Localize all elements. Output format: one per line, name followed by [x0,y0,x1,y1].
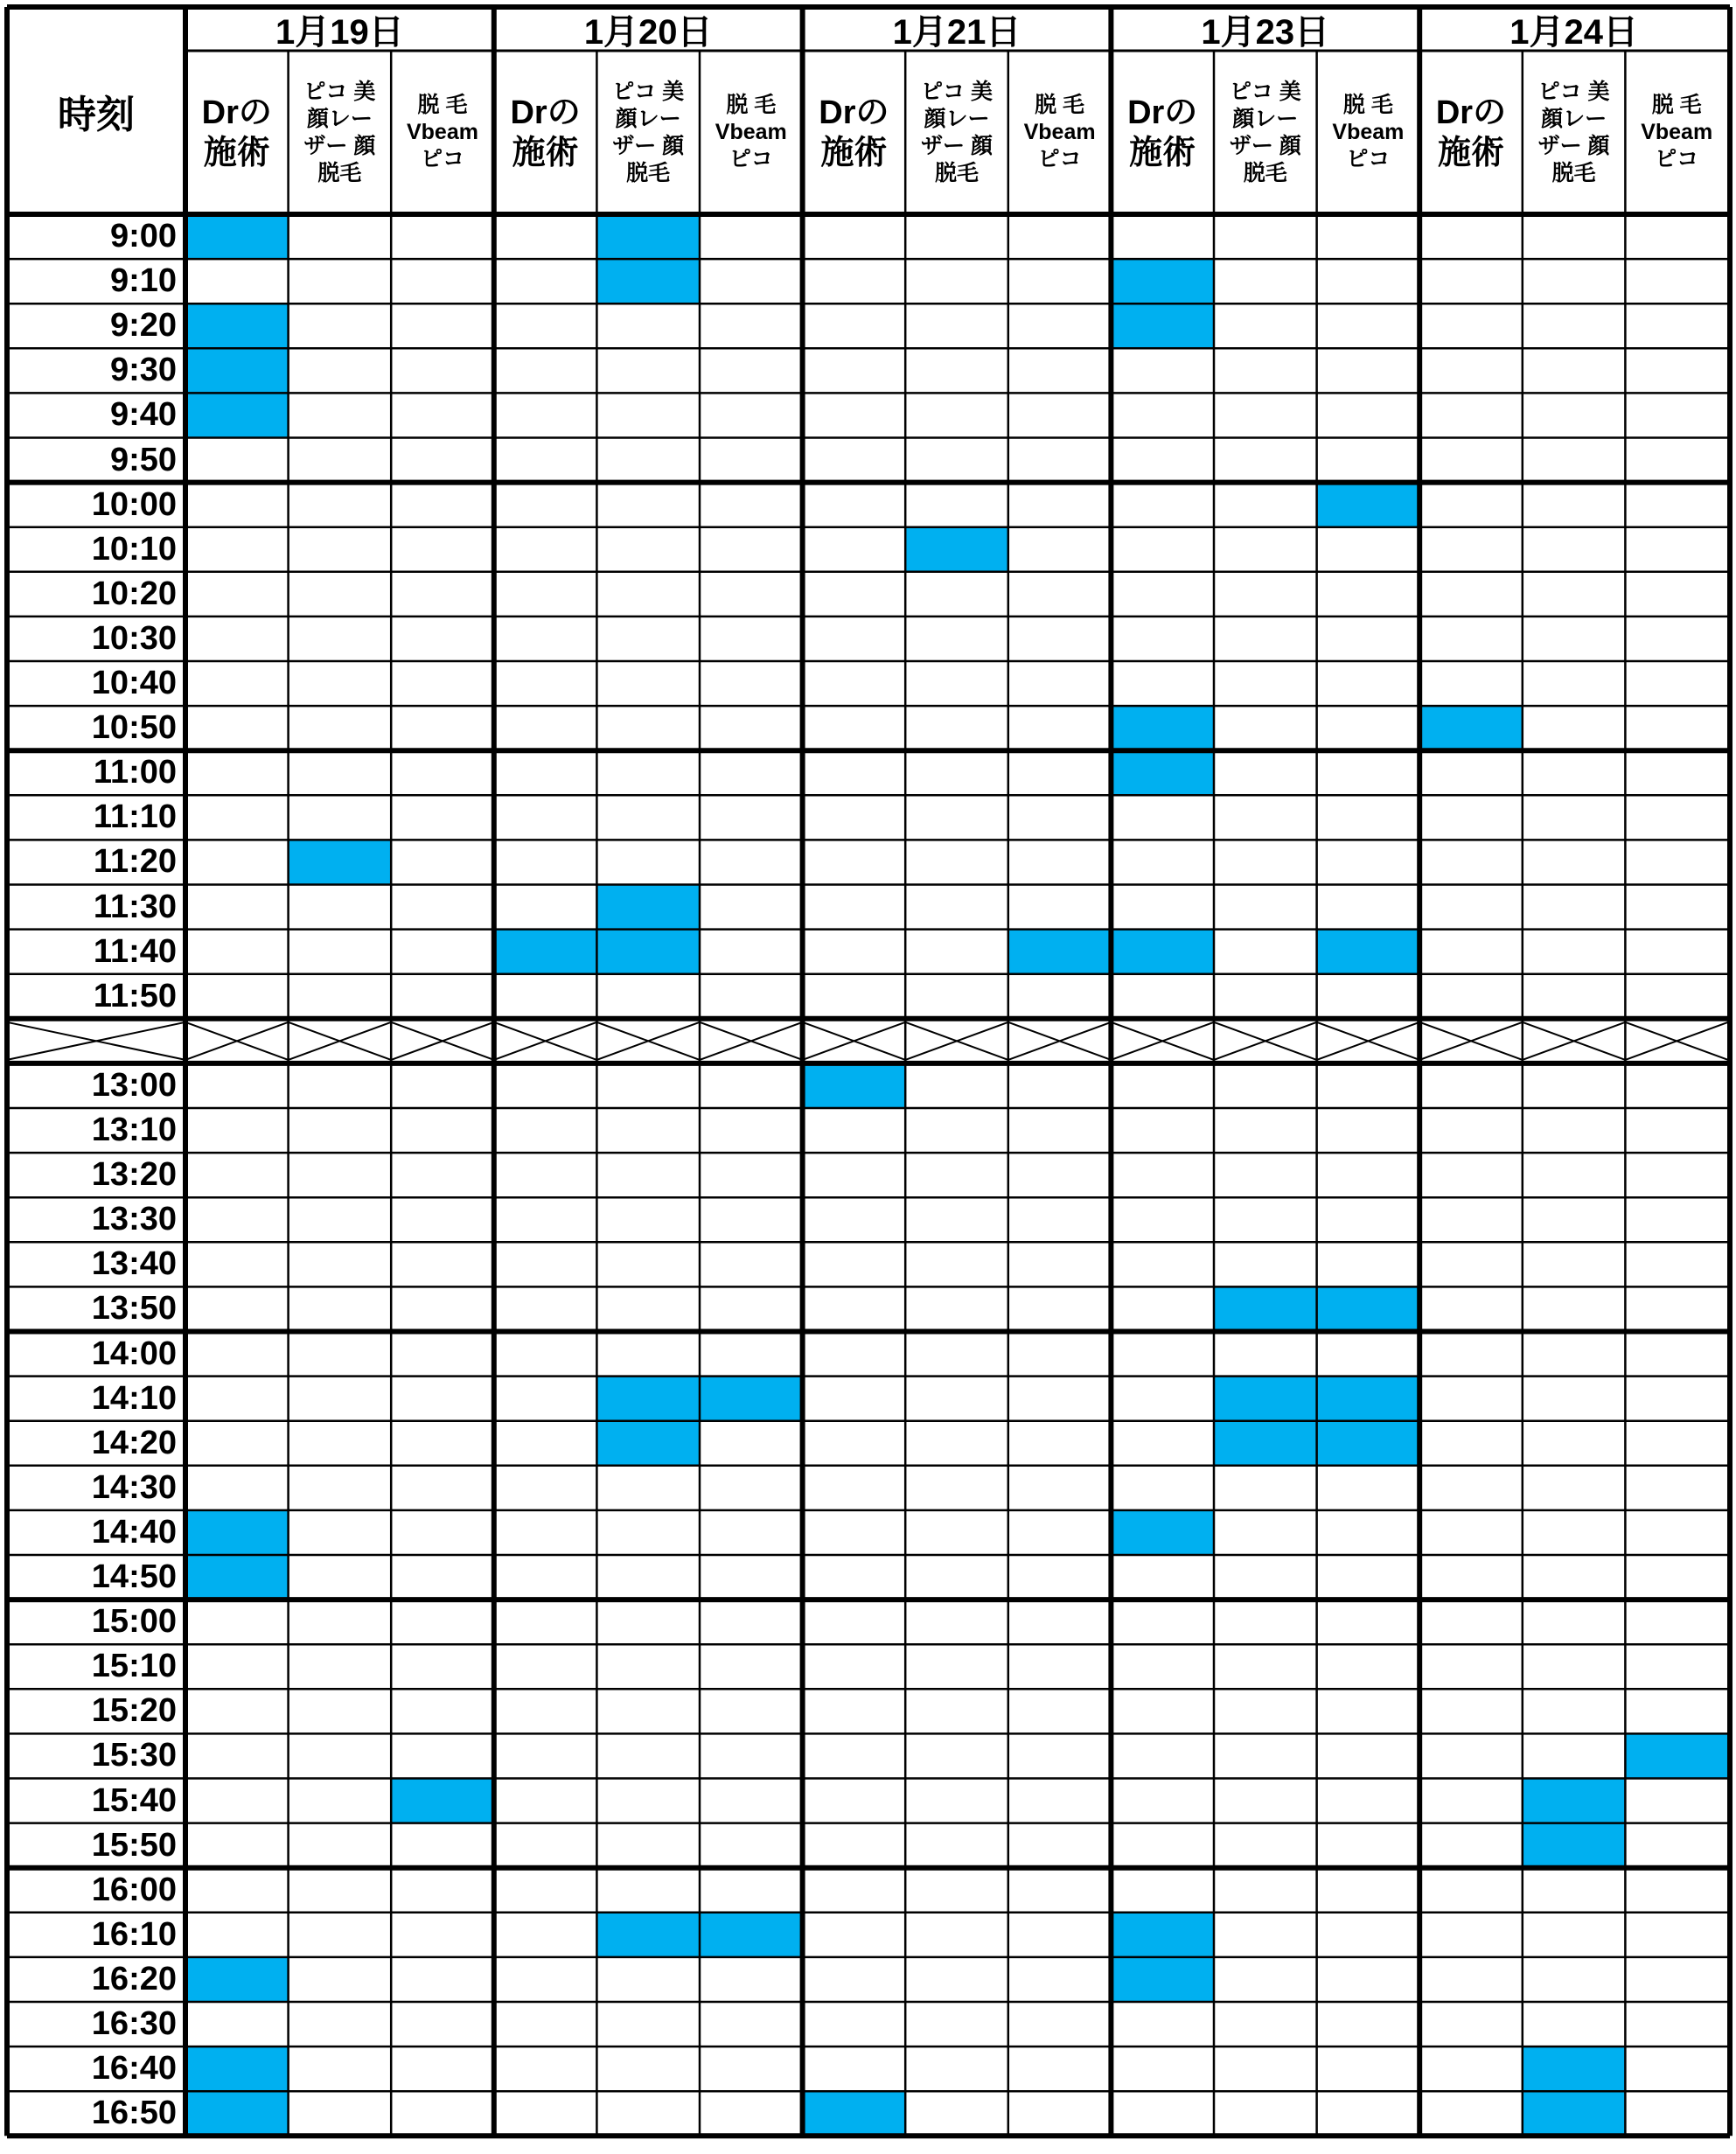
booked-cell [1523,2091,1626,2136]
column-header-line: ピコ [420,147,464,171]
column-header-line: Drの [201,94,272,131]
time-label: 10:10 [91,530,177,568]
column-header-line: ピコ [729,147,773,171]
booked-cell [185,1510,289,1555]
time-label: 14:50 [91,1558,177,1595]
column-header-line: 脱毛 [934,160,979,185]
column-header-line: ピコ 美 [303,79,376,104]
time-label: 13:30 [91,1201,177,1238]
booked-cell [1111,1957,1214,2002]
column-header [1419,51,1523,214]
booked-cell [1111,930,1214,974]
booked-cell [1317,483,1420,527]
booked-cell [1111,1510,1214,1555]
time-header: 時刻 [58,93,135,136]
booked-cell [1214,1286,1317,1331]
time-label: 13:10 [91,1112,177,1148]
time-label: 13:50 [91,1290,177,1328]
time-label: 9:40 [109,396,177,434]
column-header-line: Vbeam [715,120,787,144]
column-header-line: ザー 顔 [303,133,376,158]
column-header [289,51,392,214]
column-header-line: ピコ 美 [1229,79,1301,104]
time-label: 15:10 [91,1648,177,1685]
booked-cell [185,2046,289,2091]
column-header-line: ピコ [1037,147,1082,171]
column-header [905,51,1008,214]
column-header-line: 脱毛 [626,160,671,185]
column-header-line: Vbeam [1023,120,1096,144]
time-label: 14:10 [91,1379,177,1417]
column-header-line: 脱 毛 [417,93,468,117]
booked-cell [1111,1913,1214,1957]
booked-cell [596,1913,700,1957]
column-header-line: 施術 [512,134,579,171]
date-header: 1月19日 [275,12,404,52]
booked-cell [1111,750,1214,795]
column-header-line: Drの [819,94,889,131]
time-label: 13:20 [91,1156,177,1194]
column-header-line: 施術 [820,134,888,171]
booked-cell [1214,1377,1317,1421]
column-header-line: 脱毛 [317,160,362,185]
time-label: 10:20 [91,575,177,612]
booked-cell [596,259,700,303]
column-header-line: 脱 毛 [1035,93,1085,117]
column-header [596,51,700,214]
time-label: 11:10 [93,798,177,836]
time-label: 15:20 [91,1692,177,1730]
time-label: 16:50 [91,2095,177,2132]
time-label: 16:40 [91,2050,177,2088]
booked-cell [391,1779,494,1823]
column-header-line: 顔レー [924,106,990,131]
column-header-line: 脱 毛 [726,93,777,117]
booked-cell [289,840,392,884]
column-header [1625,51,1728,214]
column-header-line: ピコ 美 [921,79,993,104]
column-header-line: ピコ [1346,147,1391,171]
booked-cell [700,1377,803,1421]
booked-cell [185,303,289,348]
column-header-line: 施術 [1129,134,1196,171]
column-header [494,51,597,214]
time-label: 15:50 [91,1826,177,1864]
time-label: 11:20 [93,843,177,881]
column-header-line: Vbeam [406,120,478,144]
column-header-line: 脱 毛 [1342,93,1393,117]
column-header-line: Vbeam [1641,120,1713,144]
time-label: 9:00 [109,218,177,254]
booked-cell [803,2091,906,2136]
booked-cell [1214,1421,1317,1466]
booked-cell [1625,1733,1728,1778]
column-header-line: 施術 [203,134,270,171]
column-header-line: 顔レー [615,106,681,131]
booked-cell [905,527,1008,572]
booked-cell [1317,930,1420,974]
booked-cell [1523,1779,1626,1823]
time-label: 10:40 [91,665,177,701]
column-header-line: 顔レー [306,106,373,131]
column-header [1317,51,1420,214]
column-header-line: ピコ 美 [1537,79,1610,104]
time-label: 13:40 [91,1245,177,1283]
time-label: 11:30 [93,888,177,925]
booked-cell [1523,1823,1626,1868]
column-header [391,51,494,214]
booked-cell [185,2091,289,2136]
column-header-line: ピコ [1655,147,1699,171]
column-header-line: 脱 毛 [1651,93,1702,117]
column-header-line: Vbeam [1332,120,1405,144]
column-header [1008,51,1112,214]
time-label: 13:00 [91,1066,177,1104]
booked-cell [596,1377,700,1421]
booked-cell [1419,706,1523,750]
time-label: 16:10 [91,1915,177,1953]
booked-cell [1111,706,1214,750]
time-label: 16:30 [91,2005,177,2042]
time-label: 14:00 [91,1335,177,1372]
column-header-line: Drの [1127,94,1198,131]
booked-cell [185,214,289,259]
time-label: 14:20 [91,1424,177,1461]
time-label: 16:20 [91,1960,177,1997]
time-label: 10:00 [91,485,177,523]
booked-cell [1317,1286,1420,1331]
booked-cell [1317,1421,1420,1466]
time-label: 11:40 [93,932,177,970]
booked-cell [1523,2046,1626,2091]
booked-cell [185,393,289,437]
time-label: 9:50 [109,441,177,478]
column-header-line: 施術 [1437,134,1504,171]
booked-cell [185,348,289,393]
time-label: 14:40 [91,1513,177,1551]
column-header-line: 脱毛 [1551,160,1596,185]
time-label: 9:10 [109,262,177,300]
column-header-line: 脱毛 [1243,160,1287,185]
booked-cell [494,930,597,974]
booked-cell [596,1421,700,1466]
booked-cell [700,1913,803,1957]
time-label: 10:30 [91,619,177,657]
time-label: 9:30 [109,352,177,389]
date-header: 1月23日 [1201,12,1330,52]
booked-cell [803,1063,906,1108]
column-header-line: Drの [1435,94,1507,131]
booked-cell [185,1555,289,1600]
column-header-line: ザー 顔 [1537,133,1610,158]
column-header-line: ピコ 美 [612,79,685,104]
booked-cell [1111,303,1214,348]
time-label: 15:00 [91,1603,177,1641]
column-header [1523,51,1626,214]
time-label: 15:30 [91,1737,177,1774]
booked-cell [1317,1377,1420,1421]
column-header [803,51,906,214]
column-header [1111,51,1214,214]
column-header-line: 顔レー [1541,106,1607,131]
booked-cell [1008,930,1112,974]
date-header: 1月24日 [1509,12,1638,52]
booked-cell [596,885,700,930]
time-label: 14:30 [91,1468,177,1506]
booked-cell [596,214,700,259]
column-header-line: ザー 顔 [921,133,993,158]
date-header: 1月20日 [583,12,713,52]
column-header [185,51,289,214]
time-label: 11:00 [93,754,177,791]
time-label: 11:50 [93,977,177,1014]
column-header-line: 顔レー [1232,106,1299,131]
column-header-line: ザー 顔 [1229,133,1301,158]
time-label: 9:20 [109,307,177,345]
booked-cell [185,1957,289,2002]
date-header: 1月21日 [892,12,1021,52]
time-label: 10:50 [91,709,177,747]
column-header [1214,51,1317,214]
booked-cell [596,930,700,974]
column-header-line: ザー 顔 [612,133,685,158]
booked-cell [1111,259,1214,303]
time-label: 15:40 [91,1781,177,1819]
time-label: 16:00 [91,1871,177,1908]
column-header-line: Drの [510,94,581,131]
column-header [700,51,803,214]
